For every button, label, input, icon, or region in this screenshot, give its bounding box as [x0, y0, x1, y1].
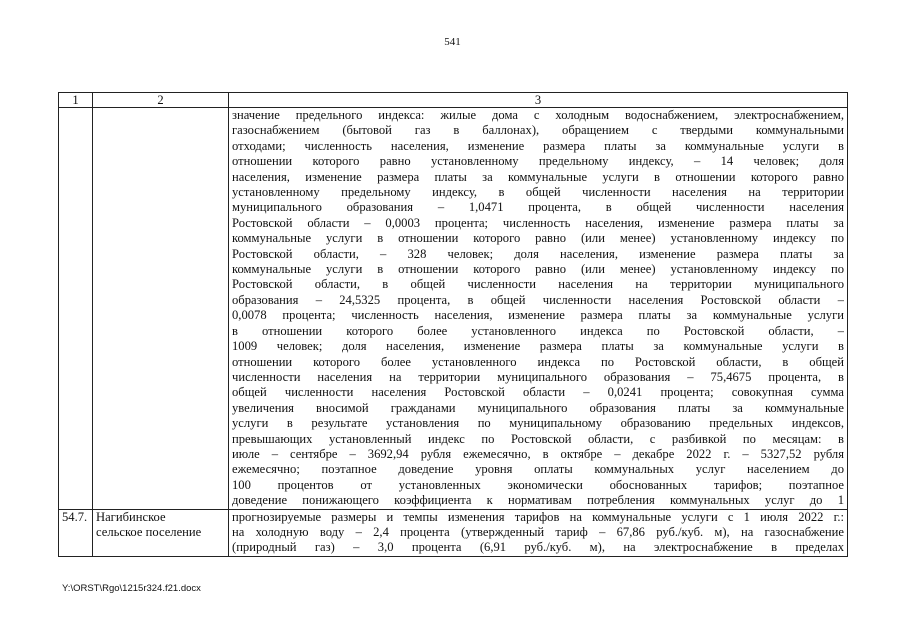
text-line: Ростовской области, – 328 человек; доля населения, изменение размера платы за [232, 246, 844, 261]
text-line: отношении которого равно установленному предельному индексу, – 14 человек; доля [232, 154, 844, 169]
text-line: на холодную воду – 2,4 процента (утвержденный тариф – 67,86 руб./куб. м), на газоснабжение [232, 524, 844, 539]
settlement-name-line: Нагибинское [96, 509, 166, 524]
document-table [58, 92, 848, 557]
settlement-name-cell [93, 509, 229, 556]
row-number-cell [59, 108, 93, 510]
text-line: увеличения вносимой гражданами муниципального образования платы за коммунальные [232, 400, 844, 415]
settlement-name-cell [93, 108, 229, 510]
footer-file-path: Y:\ORST\Rgo\1215r324.f21.docx [62, 583, 201, 594]
text-line: муниципального образования – 1,0471 процента, в общей численности населения [232, 200, 844, 215]
text-line: образования – 24,5325 процента, в общей численности населения Ростовской области – [232, 292, 844, 307]
text-line: отношении которого более установленного индекса по Ростовской области, в общей [232, 354, 844, 369]
text-line: газоснабжением (бытовой газ в баллонах), обращением с твердыми коммунальными [232, 123, 844, 138]
description-cell [229, 509, 848, 556]
text-line: прогнозируемые размеры и темпы изменения тарифов на коммунальные услуги с 1 июля 2022 г.: [232, 509, 844, 524]
text-line: населения, изменение размера платы за коммунальные услуги в отношении которого равно [232, 169, 844, 184]
text-line: Ростовской области – 0,0003 процента; численность населения, изменение размера платы за [232, 215, 844, 230]
text-line: Ростовской области, в общей численности населения на территории муниципального [232, 277, 844, 292]
column-header-2: 2 [93, 93, 229, 108]
text-line: установленному предельному индексу, в общей численности населения на территории [232, 185, 844, 200]
text-line: (природный газ) – 3,0 процента (6,91 руб./куб. м), на электроснабжение в пределах [232, 540, 844, 555]
text-line: услуги в результате установления по муниципальному образованию предельных индексов, [232, 416, 844, 431]
table-row-54-7 [59, 509, 848, 556]
text-line: 0,0078 процента; численность населения, изменение размера платы за коммунальные услуги [232, 308, 844, 323]
text-line: ежемесячно; поэтапное доведение уровня оплаты коммунальных услуг населением до [232, 462, 844, 477]
column-header-3: 3 [229, 93, 848, 108]
text-line: численности населения на территории муниципального образования – 75,4675 процента, в [232, 369, 844, 384]
page-number: 541 [444, 36, 461, 48]
table-row-continuation [59, 108, 848, 510]
text-line: значение предельного индекса: жилые дома с холодным водоснабжением, электроснабжением, [232, 108, 844, 122]
text-line: июле – сентябре – 3692,94 рубля ежемесячно, в октябре – декабре 2022 г. – 5327,52 рубля [232, 446, 844, 461]
text-line: доведение понижающего коэффициента к нормативам потребления коммунальных услуг до 1 [232, 493, 844, 508]
text-line: 100 процентов от установленных экономически обоснованных тарифов; поэтапное [232, 477, 844, 492]
text-line: превышающих установленный индекс по Ростовской области, с разбивкой по месяцам: в [232, 431, 844, 446]
column-header-1: 1 [59, 93, 93, 108]
text-line: 1009 человек; доля населения, изменение размера платы за коммунальные услуги в [232, 339, 844, 354]
table-header-row [59, 93, 848, 108]
text-line: общей численности населения Ростовской области – 0,0241 процента; совокупная сумма [232, 385, 844, 400]
text-line: отходами; численность населения, изменение размера платы за коммунальные услуги в [232, 138, 844, 153]
text-line: в отношении которого более установленного индекса по Ростовской области, – [232, 323, 844, 338]
text-line: коммунальные услуги в отношении которого равно (или менее) установленному индексу по [232, 262, 844, 277]
row-number-cell: 54.7. [59, 509, 93, 556]
text-line: коммунальные услуги в отношении которого равно (или менее) установленному индексу по [232, 231, 844, 246]
settlement-name-line: сельское поселение [96, 524, 202, 539]
description-cell [229, 108, 848, 510]
